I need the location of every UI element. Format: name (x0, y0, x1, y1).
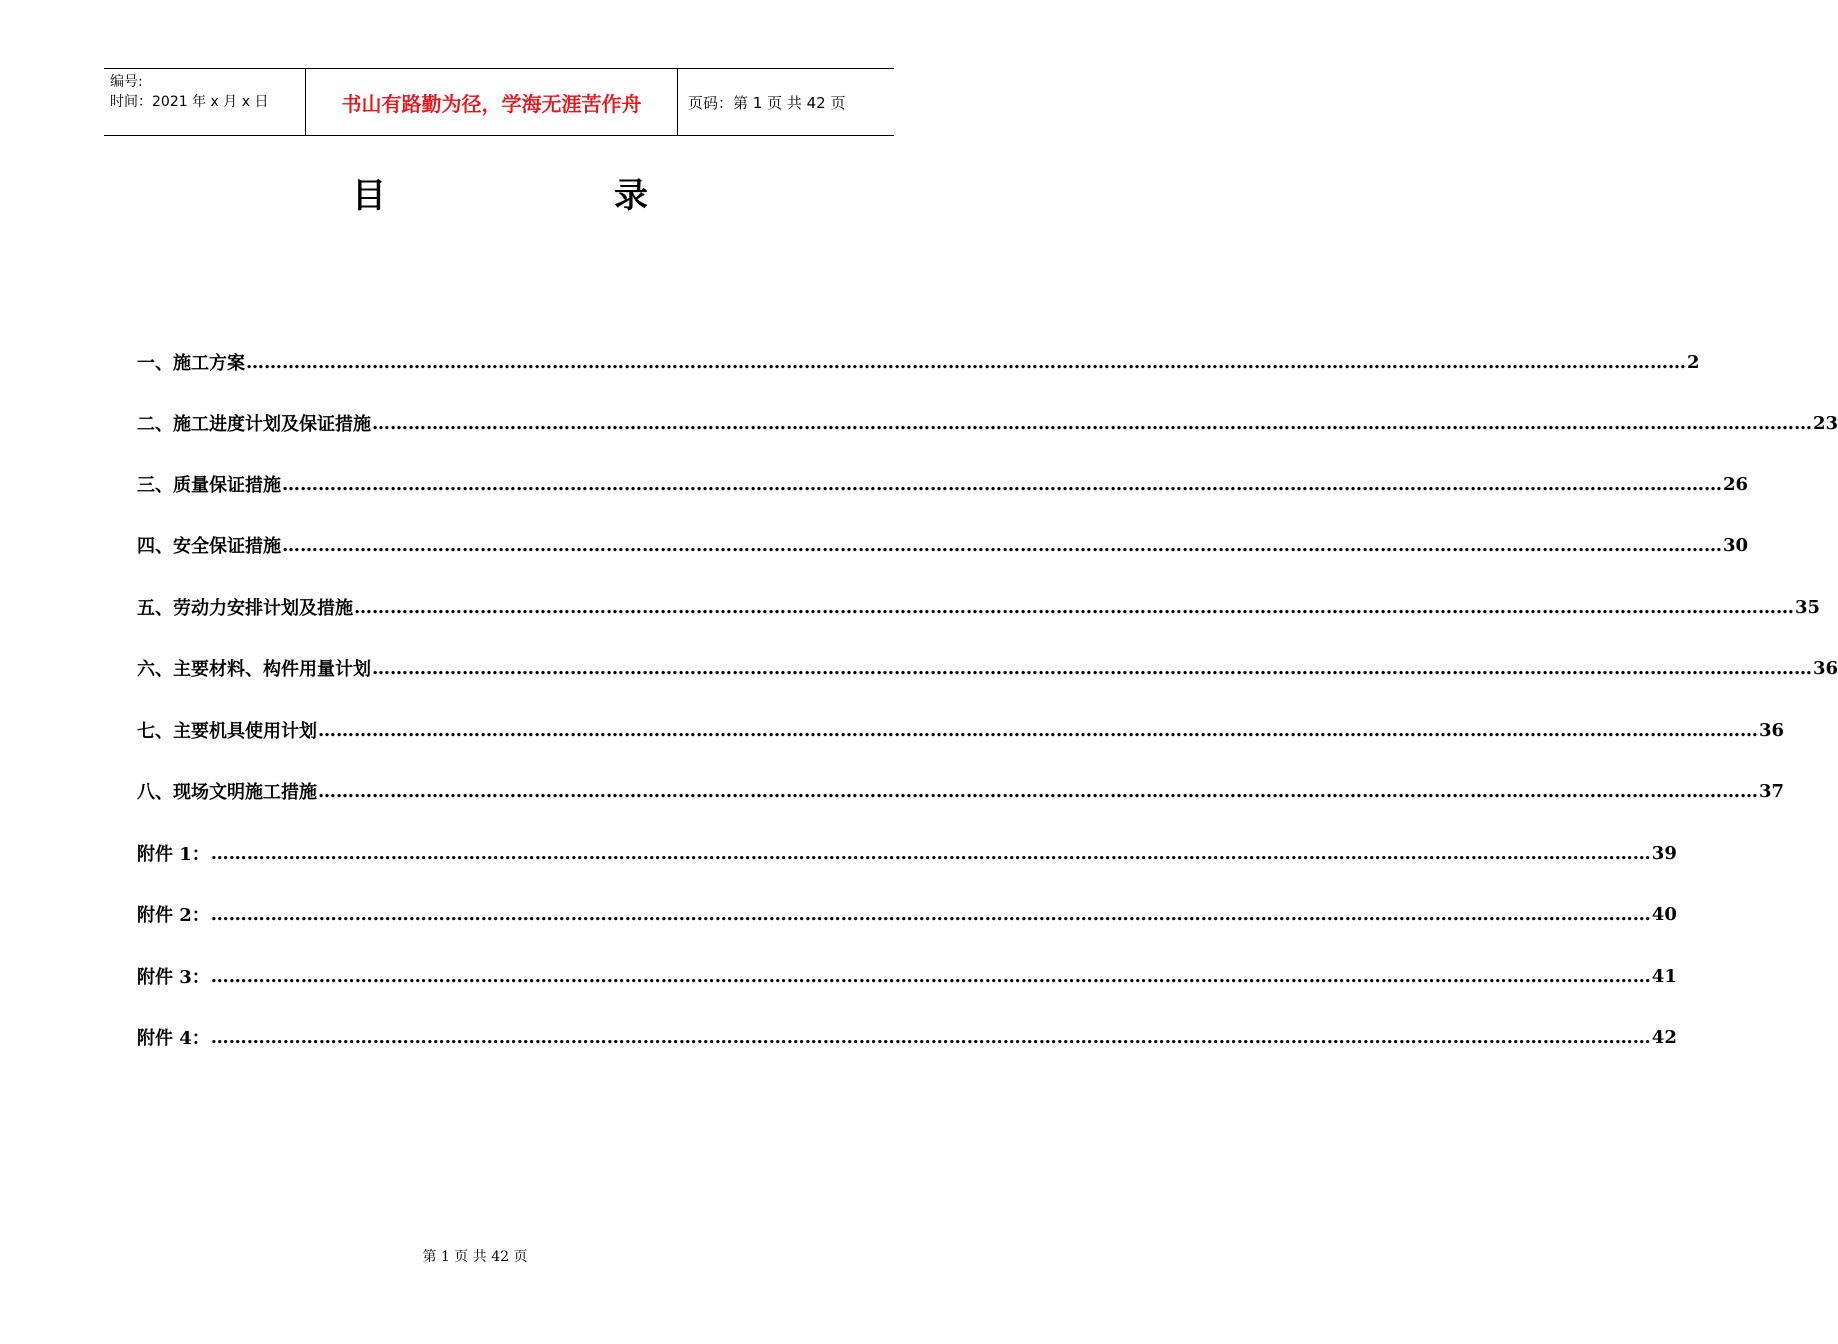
toc-entry-page: 41 (1651, 965, 1677, 987)
toc-leader-dots: …………………………………………………………………………………………………………………………………………………………………………………………………………………… (210, 965, 1651, 987)
page-header (104, 68, 894, 136)
toc-entry-page: 42 (1651, 1026, 1677, 1048)
toc-entry-page: 23 (1813, 412, 1838, 434)
toc-leader-dots: …………………………………………………………………………………………………………………………………………………………………………………………………………………… (210, 1026, 1651, 1048)
toc-leader-dots: …………………………………………………………………………………………………………………………………………………………………………………………………………………… (210, 842, 1651, 864)
toc-entry[interactable] (137, 469, 1749, 499)
toc-entry-label: 质量保证措施 (173, 475, 281, 496)
toc-entry[interactable] (137, 715, 1785, 745)
toc-entry-number: 六、 (137, 659, 173, 680)
toc-entry-page: 26 (1723, 473, 1749, 495)
toc-leader-dots: …………………………………………………………………………………………………………………………………………………………………………………………………………………… (318, 719, 1758, 741)
toc-leader-dots: …………………………………………………………………………………………………………………………………………………………………………………………………………………… (372, 412, 1812, 434)
toc-entry-number: 一、 (137, 353, 173, 374)
header-page-info: 页码：第 1 页 共 42 页 (688, 93, 846, 112)
toc-entry-label: 施工方案 (173, 353, 245, 374)
toc-entry-label: 主要材料、构件用量计划 (173, 659, 371, 680)
toc-entry-page: 36 (1813, 657, 1838, 679)
toc-entry-page: 2 (1687, 351, 1700, 373)
toc-leader-dots: …………………………………………………………………………………………………………………………………………………………………………………………………………………… (354, 596, 1794, 618)
toc-entry-label: 附件 4： (137, 1028, 210, 1049)
toc-leader-dots: …………………………………………………………………………………………………………………………………………………………………………………………………………………… (282, 534, 1722, 556)
toc-entry-page: 30 (1723, 534, 1749, 556)
toc-entry-number: 七、 (137, 721, 173, 742)
toc-entry-number: 三、 (137, 475, 173, 496)
toc-entry-number: 五、 (137, 598, 173, 619)
toc-entry-label: 附件 2： (137, 905, 210, 926)
header-meta (110, 72, 306, 132)
toc-entry-page: 35 (1795, 596, 1821, 618)
toc-leader-dots: …………………………………………………………………………………………………………………………………………………………………………………………………………………… (318, 780, 1758, 802)
toc-entry-page: 37 (1759, 780, 1785, 802)
toc-title-right: 录 (614, 176, 648, 216)
toc-entry-label: 附件 3： (137, 967, 210, 988)
page-footer: 第 1 页 共 42 页 (422, 1249, 528, 1265)
toc-entry[interactable] (137, 776, 1785, 806)
toc-title-left: 目 (352, 176, 386, 216)
toc-entry-label: 安全保证措施 (173, 536, 281, 557)
toc-entry[interactable] (137, 961, 1677, 991)
toc-entry[interactable] (137, 899, 1677, 929)
toc-entry-label: 附件 1： (137, 844, 210, 865)
header-motto: 书山有路勤为径，学海无涯苦作舟 (305, 69, 678, 135)
toc-leader-dots: …………………………………………………………………………………………………………………………………………………………………………………………………………………… (210, 903, 1651, 925)
toc-entry[interactable] (137, 408, 1838, 438)
toc-entry[interactable] (137, 347, 1700, 377)
header-date-label: 时间：2021 年 x 月 x 日 (110, 94, 269, 110)
toc-entry-page: 36 (1759, 719, 1785, 741)
toc-entry-number: 四、 (137, 536, 173, 557)
header-code-label: 编号: (110, 74, 143, 90)
toc-entry-label: 劳动力安排计划及措施 (173, 598, 353, 619)
toc-leader-dots: …………………………………………………………………………………………………………………………………………………………………………………………………………………… (282, 473, 1722, 495)
toc-entry[interactable] (137, 530, 1749, 560)
toc-entry-number: 二、 (137, 414, 173, 435)
toc-entry[interactable] (137, 838, 1677, 868)
toc-entry-label: 主要机具使用计划 (173, 721, 317, 742)
toc-entry-page: 40 (1651, 903, 1677, 925)
toc-entry[interactable] (137, 1022, 1677, 1052)
toc-entry[interactable] (137, 592, 1821, 622)
toc-leader-dots: …………………………………………………………………………………………………………………………………………………………………………………………………………………… (246, 351, 1686, 373)
toc-entry-page: 39 (1651, 842, 1677, 864)
toc-entry-label: 施工进度计划及保证措施 (173, 414, 371, 435)
toc-leader-dots: …………………………………………………………………………………………………………………………………………………………………………………………………………………… (372, 657, 1812, 679)
toc-entry-label: 八、现场文明施工措施 (137, 782, 317, 803)
toc-entry[interactable] (137, 653, 1838, 683)
